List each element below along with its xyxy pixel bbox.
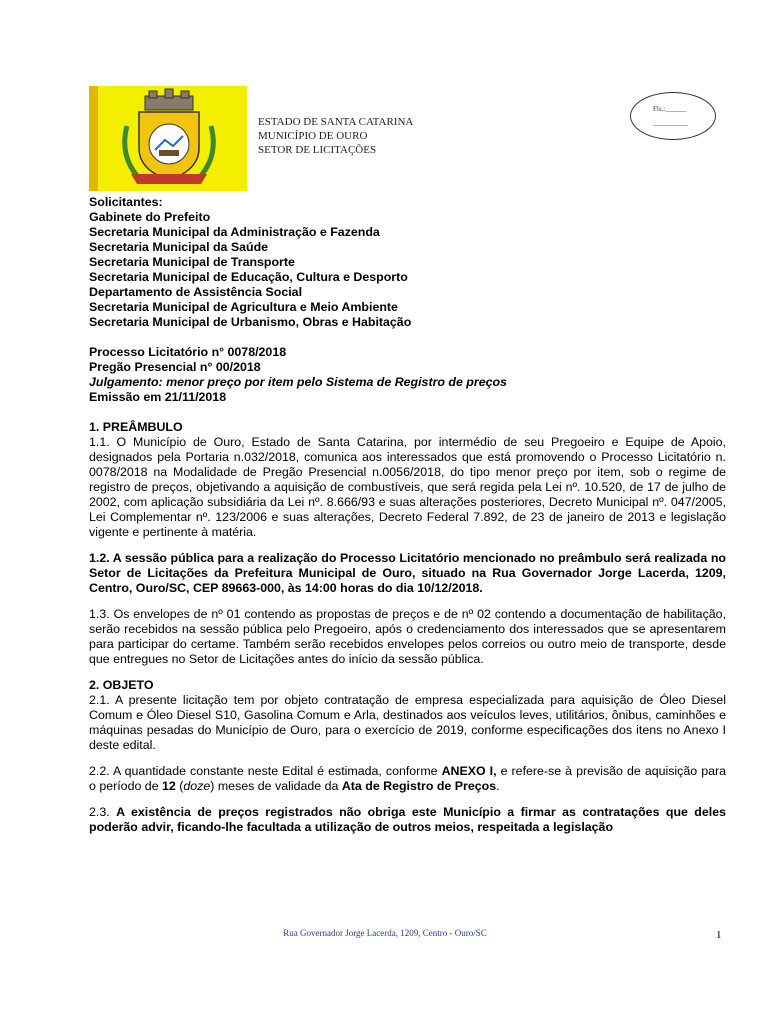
- period-words: doze: [183, 779, 211, 793]
- preambulo-1-1: 1.1. O Município de Ouro, Estado de Santa Catarina, por intermédio de seu Pregoeiro e Equipe de Apoio, designados pela Portaria n.032/2018, comunica aos interessados que está promovendo o Processo Licitatório n. 0078/2018 na Modalidade de Pregão Presencial n.0056/2018, do tipo menor preço por item, sob o regime de registro de preços, objetivando a aquisição de combustíveis, que será regida pela Lei nº. 10.520, de 17 de julho de 2002, com aplicação subsidiária da Lei nº. 8.666/93 e suas alterações posteriores, Decreto Municipal nº. 047/2005, Lei Complementar nº. 123/2006 e suas alterações, Decreto Federal 7.892, de 23 de janeiro de 2013 e legislação vigente e pertinente à matéria.: [89, 435, 726, 539]
- text-run: A existência de preços registrados não obriga este Município a firmar as contratações que deles poderão advir, ficando-lhe facultada a utilização de outros meios, respeitada a legislação: [89, 805, 726, 834]
- processo-number: Processo Licitatório n° 0078/2018: [89, 345, 287, 359]
- text-run: 2.2. A quantidade constante neste Edital é estimada, conforme: [89, 764, 442, 778]
- document-body: [89, 195, 726, 835]
- text-run: e refere-se à previsão de aquisição para o período de: [89, 764, 727, 793]
- page-number: 1: [716, 929, 722, 941]
- fls-label: Fls.:______: [653, 105, 687, 113]
- objeto-2-2: [89, 764, 726, 794]
- solicitante-item: Secretaria Municipal de Urbanismo, Obras e Habitação: [89, 315, 412, 329]
- anexo-ref: ANEXO I,: [441, 764, 497, 778]
- solicitante-item: Secretaria Municipal de Transporte: [89, 255, 295, 269]
- text-run: (: [175, 779, 184, 793]
- julgamento: Julgamento: menor preço por item pelo Sistema de Registro de preços: [89, 375, 507, 389]
- preambulo-1-3: 1.3. Os envelopes de nº 01 contendo as propostas de preços e de nº 02 contendo a documentação de habilitação, serão recebidos na sessão pública pelo Pregoeiro, após o credenciamento dos interessados que se apresentarem para participar do certame. Também serão recebidos envelopes pelos correios ou outro meio de transporte, desde que entregues no Setor de Licitações antes do início da sessão pública.: [89, 607, 726, 666]
- ata-ref: Ata de Registro de Preços: [341, 779, 497, 793]
- fls-line: __________: [653, 119, 688, 127]
- municipal-coat-of-arms-logo: [89, 86, 247, 191]
- text-run: ) meses de validade da: [210, 779, 342, 793]
- footer-address: Rua Governador Jorge Lacerda, 1209, Centro - Ouro/SC: [283, 928, 487, 938]
- solicitantes-title: Solicitantes:: [89, 195, 163, 209]
- text-run: .: [496, 779, 500, 793]
- solicitante-item: Secretaria Municipal da Saúde: [89, 240, 269, 254]
- preambulo-1-2: 1.2. A sessão pública para a realização do Processo Licitatório mencionado no preâmbulo será realizada no Setor de Licitações da Prefeitura Municipal de Ouro, situado na Rua Governador Jorge Lacerda, 1209, Centro, Ouro/SC, CEP 89663-000, às 14:00 horas do dia 10/12/2018.: [89, 551, 726, 595]
- solicitantes-section: [89, 195, 726, 330]
- header-municipality: MUNICÍPIO DE OURO: [258, 130, 368, 142]
- period-months: 12: [162, 779, 176, 793]
- header-sector: SETOR DE LICITAÇÕES: [258, 144, 377, 156]
- document-header: [258, 115, 413, 157]
- header-state: ESTADO DE SANTA CATARINA: [258, 116, 414, 128]
- emissao-date: Emissão em 21/11/2018: [89, 390, 227, 404]
- solicitante-item: Gabinete do Prefeito: [89, 210, 211, 224]
- solicitante-item: Secretaria Municipal de Educação, Cultura e Desporto: [89, 270, 408, 284]
- processo-section: [89, 345, 726, 405]
- solicitante-item: Secretaria Municipal da Administração e Fazenda: [89, 225, 380, 239]
- objeto-title: 2. OBJETO: [89, 678, 154, 692]
- objeto-2-3: [89, 805, 726, 835]
- page-number-stamp: [630, 92, 716, 140]
- text-run: 2.3.: [89, 805, 117, 819]
- solicitante-item: Secretaria Municipal de Agricultura e Meio Ambiente: [89, 300, 398, 314]
- preambulo-title: 1. PREÂMBULO: [89, 420, 183, 434]
- objeto-2-1: 2.1. A presente licitação tem por objeto contratação de empresa especializada para aquisição de Óleo Diesel Comum e Óleo Diesel S10, Gasolina Comum e Arla, destinados aos veículos leves, utilitários, ônibus, caminhões e máquinas pesadas do Município de Ouro, para o exercício de 2019, conforme especificações dos itens no Anexo I deste edital.: [89, 693, 726, 752]
- solicitante-item: Departamento de Assistência Social: [89, 285, 303, 299]
- pregao-number: Pregão Presencial n° 00/2018: [89, 360, 261, 374]
